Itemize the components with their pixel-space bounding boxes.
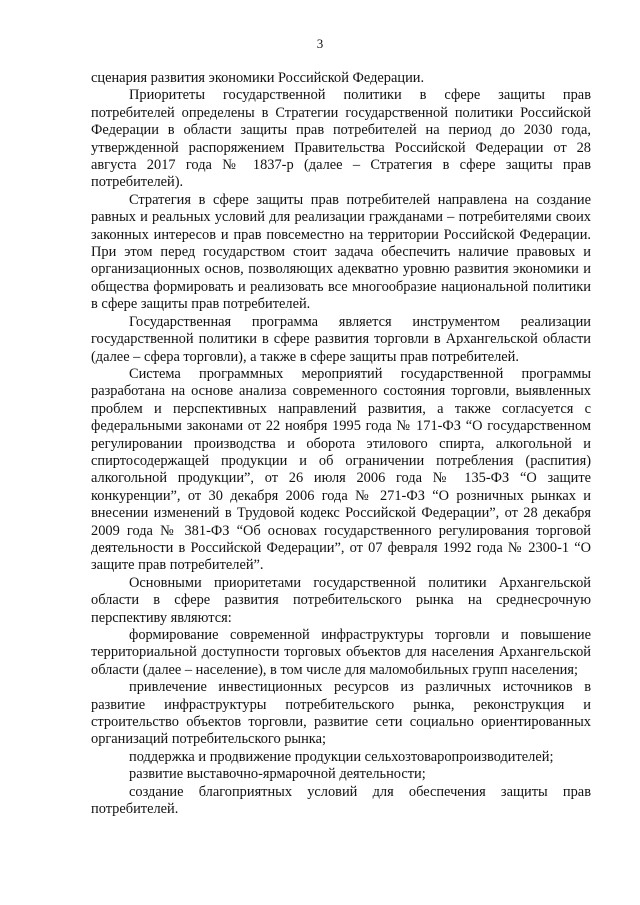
- page-number: 3: [316, 36, 324, 51]
- paragraph-main-priorities: Основными приоритетами государственной политики Архангельской области в сфере развития потребительского рынка на среднесрочную перспективу являются:: [91, 574, 591, 626]
- document-body: [91, 70, 591, 818]
- paragraph-continuation: сценария развития экономики Российской Федерации.: [91, 70, 425, 86]
- paragraph-strategy-goals: Стратегия в сфере защиты прав потребителей направлена на создание равных и реальных условий для реализации гражданами – потребителями своих законных интересов и прав повсеместно на территории Российской Федерации. При этом перед государством стоит задача обеспечить наличие правовых и организационных основ, позволяющих адекватно уровню развития экономики и общества формировать и реализовать все многообразие национальной политики в сфере защиты прав потребителей.: [91, 191, 591, 313]
- list-item-fairs: развитие выставочно-ярмарочной деятельности;: [129, 766, 426, 783]
- list-item-producers-support: поддержка и продвижение продукции сельхозтоваропроизводителей;: [129, 748, 554, 765]
- list-item-infrastructure: формирование современной инфраструктуры торговли и повышение территориальной доступности торговых объектов для населения Архангельской области (далее – население), в том числе для маломобильных групп населения;: [91, 627, 591, 678]
- list-item-consumer-protection: создание благоприятных условий для обеспечения защиты прав потребителей.: [91, 783, 591, 818]
- paragraph-program-instrument: Государственная программа является инструментом реализации государственной политики в сфере развития торговли в Архангельской области (далее – сфера торговли), а также в сфере защиты прав потребителей.: [91, 313, 591, 365]
- list-item-investment: привлечение инвестиционных ресурсов из различных источников в развитие инфраструктуры потребительского рынка, реконструкция и строительство объектов торговли, развитие сети социально ориентированных организаций потребительского рынка;: [91, 679, 591, 748]
- paragraph-consumer-rights-priorities: Приоритеты государственной политики в сфере защиты прав потребителей определены в Стратегии государственной политики Российской Федерации в области защиты прав потребителей на период до 2030 года, утвержденной распоряжением Правительства Российской Федерации от 28 августа 2017 года № 1837-р (далее – Стратегия в сфере защиты прав потребителей).: [91, 87, 591, 191]
- paragraph-program-system: Система программных мероприятий государственной программы разработана на основе анализа современного состояния торговли, выявленных проблем и перспективных направлений развития, а также согласуется с федеральными законами от 22 ноября 1995 года № 171-ФЗ “О государственном регулировании производства и оборота этилового спирта, алкогольной и спиртосодержащей продукции и об ограничении потребления (распития) алкогольной продукции”, от 26 июля 2006 года № 135-ФЗ “О защите конкуренции”, от 30 декабря 2006 года № 271-ФЗ “О розничных рынках и внесении изменений в Трудовой кодекс Российской Федерации”, от 28 декабря 2009 года № 381-ФЗ “Об основах государственного регулирования торговой деятельности в Российской Федерации”, от 07 февраля 1992 года № 2300-1 “О защите прав потребителей”.: [91, 365, 591, 574]
